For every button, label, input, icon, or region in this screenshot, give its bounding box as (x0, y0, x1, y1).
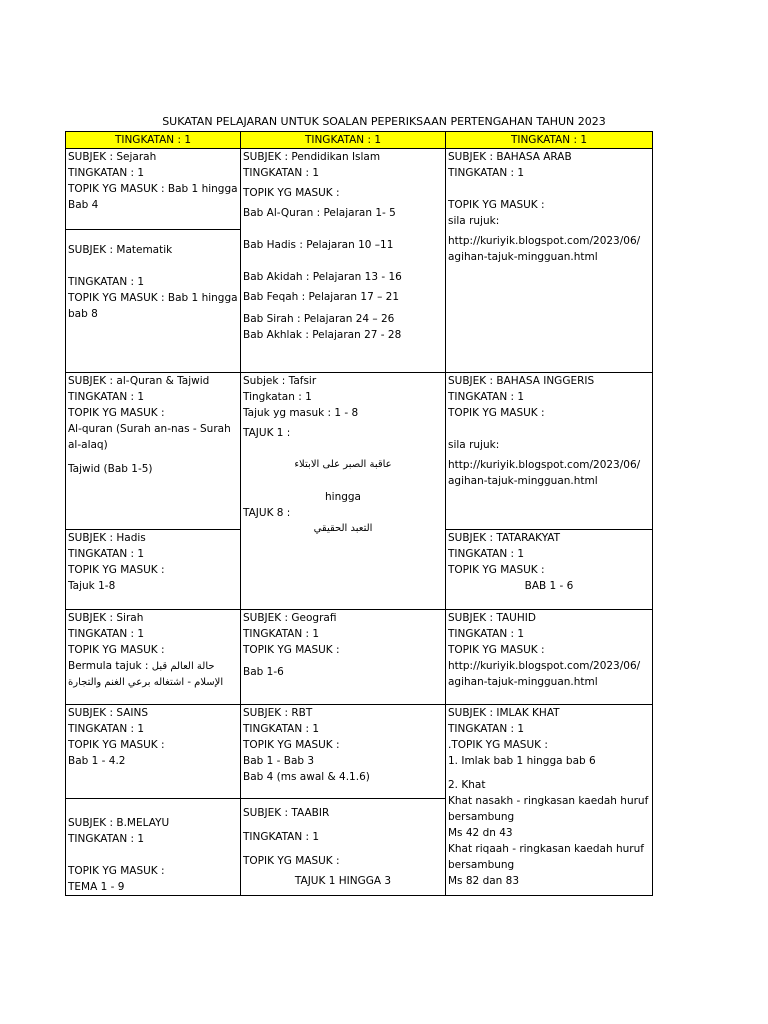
arabic-topic: حالة العالم قبل (151, 661, 215, 672)
cell-hadis (66, 530, 241, 610)
table-row (66, 373, 653, 530)
subject-label: SUBJEK : BAHASA INGGERIS (448, 375, 595, 387)
refer-text: sila rujuk: (448, 439, 500, 451)
tajuk-label: TAJUK 1 : (243, 427, 291, 439)
topic-detail: Bab 1-6 (243, 666, 284, 678)
topic-label: TOPIK YG MASUK : Bab 1 hingga (68, 183, 238, 195)
page-title: SUKATAN PELAJARAN UNTUK SOALAN PEPERIKSAAN PERTENGAHAN TAHUN 2023 (162, 115, 606, 128)
syllabus-table (65, 131, 653, 896)
topic-detail: Bab Al-Quran : Pelajaran 1- 5 (243, 207, 396, 219)
topic-label: TOPIK YG MASUK : (448, 644, 545, 656)
subject-label: SUBJEK : Sejarah (68, 151, 157, 163)
level-label: TINGKATAN : 1 (243, 723, 320, 735)
cell-matematik (66, 230, 241, 373)
subject-label: SUBJEK : BAHASA ARAB (448, 151, 572, 163)
topic-detail: TEMA 1 - 9 (68, 881, 125, 893)
level-label: TINGKATAN : 1 (68, 391, 145, 403)
topic-detail: Ms 82 dan 83 (448, 875, 520, 887)
topic-label: TOPIK YG MASUK : (448, 407, 545, 419)
subject-label: SUBJEK : al-Quran & Tajwid (68, 375, 210, 387)
topic-label: TOPIK YG MASUK : Bab 1 hingga (68, 292, 238, 304)
topic-detail: hingga (325, 491, 361, 503)
cell-sains (66, 705, 241, 799)
table-row (66, 705, 653, 799)
cell-tatarakyat (446, 530, 653, 610)
topic-detail: Ms 42 dn 43 (448, 827, 513, 839)
level-label: TINGKATAN : 1 (68, 833, 145, 845)
cell-taabir (241, 799, 446, 896)
topic-detail: Tajwid (Bab 1-5) (68, 463, 153, 475)
topic-detail: TAJUK 1 HINGGA 3 (294, 875, 392, 887)
column-header: TINGKATAN : 1 (66, 132, 241, 149)
tajuk-label: TAJUK 8 : (243, 507, 291, 519)
topic-detail: Bab 4 (ms awal & 4.1.6) (243, 771, 370, 783)
subject-label: SUBJEK : RBT (243, 707, 313, 719)
topic-detail: Bab Feqah : Pelajaran 17 – 21 (243, 291, 400, 303)
topic-label: TOPIK YG MASUK : (243, 644, 340, 656)
level-label: Tingkatan : 1 (243, 391, 312, 403)
level-label: TINGKATAN : 1 (68, 628, 145, 640)
topic-detail: Khat riqaah - ringkasan kaedah huruf (448, 843, 644, 855)
topic-label: TOPIK YG MASUK : (243, 855, 340, 867)
column-header: TINGKATAN : 1 (241, 132, 446, 149)
level-label: TINGKATAN : 1 (448, 391, 525, 403)
reference-link[interactable]: http://kuriyik.blogspot.com/2023/06/ (448, 660, 641, 672)
subject-label: SUBJEK : SAINS (68, 707, 149, 719)
level-label: TINGKATAN : 1 (243, 628, 320, 640)
topic-detail: Khat nasakh - ringkasan kaedah huruf (448, 795, 649, 807)
cell-bahasa-inggeris (446, 373, 653, 530)
column-header: TINGKATAN : 1 (446, 132, 653, 149)
topic-label: .TOPIK YG MASUK : (448, 739, 548, 751)
cell-imlak-khat (446, 705, 653, 896)
reference-link[interactable]: agihan-tajuk-mingguan.html (448, 676, 598, 688)
level-label: TINGKATAN : 1 (243, 831, 320, 843)
cell-sejarah (66, 149, 241, 230)
level-label: TINGKATAN : 1 (243, 167, 320, 179)
topic-detail: al-alaq) (68, 439, 108, 451)
topic-detail: Bab 4 (68, 199, 99, 211)
topic-detail: Tajuk 1-8 (68, 580, 116, 592)
cell-rbt (241, 705, 446, 799)
reference-link[interactable]: http://kuriyik.blogspot.com/2023/06/ (448, 459, 641, 471)
header-row (66, 132, 653, 149)
cell-pendidikan-islam (241, 149, 446, 373)
topic-detail: Bab Akhlak : Pelajaran 27 - 28 (243, 329, 402, 341)
topic-label: TOPIK YG MASUK : (243, 739, 340, 751)
subject-label: SUBJEK : B.MELAYU (68, 817, 170, 829)
topic-detail: Bab Akidah : Pelajaran 13 - 16 (243, 271, 402, 283)
topic-detail: Bermula tajuk : (68, 660, 149, 672)
arabic-topic: التعبد الحقيقي (313, 523, 373, 534)
subject-label: SUBJEK : Geografi (243, 612, 337, 624)
subject-label: SUBJEK : Matematik (68, 244, 173, 256)
level-label: TINGKATAN : 1 (68, 723, 145, 735)
cell-tauhid (446, 610, 653, 705)
reference-link[interactable]: http://kuriyik.blogspot.com/2023/06/ (448, 235, 641, 247)
topic-label: Tajuk yg masuk : 1 - 8 (243, 407, 359, 419)
subject-label: SUBJEK : Pendidikan Islam (243, 151, 381, 163)
level-label: TINGKATAN : 1 (68, 276, 145, 288)
topic-label: TOPIK YG MASUK : (68, 407, 165, 419)
level-label: TINGKATAN : 1 (448, 167, 525, 179)
cell-tafsir (241, 373, 446, 610)
cell-geografi (241, 610, 446, 705)
arabic-topic: الإسلام - اشتغاله برعي الغنم والتجارة (68, 677, 224, 688)
topic-detail: bersambung (448, 811, 515, 823)
topic-detail: bab 8 (68, 308, 98, 320)
cell-bmelayu (66, 799, 241, 896)
topic-detail: Bab 1 - Bab 3 (243, 755, 315, 767)
level-label: TINGKATAN : 1 (68, 548, 145, 560)
topic-detail: 1. Imlak bab 1 hingga bab 6 (448, 755, 596, 767)
subject-label: SUBJEK : Sirah (68, 612, 144, 624)
level-label: TINGKATAN : 1 (68, 167, 145, 179)
subject-label: SUBJEK : IMLAK KHAT (448, 707, 560, 719)
level-label: TINGKATAN : 1 (448, 548, 525, 560)
topic-detail: Bab Hadis : Pelajaran 10 –11 (243, 239, 394, 251)
topic-detail: bersambung (448, 859, 515, 871)
topic-detail: Al-quran (Surah an-nas - Surah (68, 423, 231, 435)
subject-label: SUBJEK : TAABIR (243, 807, 330, 819)
cell-sirah (66, 610, 241, 705)
level-label: TINGKATAN : 1 (448, 628, 525, 640)
subject-label: SUBJEK : TATARAKYAT (448, 532, 561, 544)
topic-detail: 2. Khat (448, 779, 486, 791)
topic-label: TOPIK YG MASUK : (68, 739, 165, 751)
reference-link[interactable]: agihan-tajuk-mingguan.html (448, 251, 598, 263)
subject-label: SUBJEK : Hadis (68, 532, 146, 544)
table-row (66, 610, 653, 705)
topic-detail: Bab Sirah : Pelajaran 24 – 26 (243, 313, 395, 325)
level-label: TINGKATAN : 1 (448, 723, 525, 735)
reference-link[interactable]: agihan-tajuk-mingguan.html (448, 475, 598, 487)
cell-bahasa-arab (446, 149, 653, 373)
topic-label: TOPIK YG MASUK : (448, 564, 545, 576)
topic-label: TOPIK YG MASUK : (68, 865, 165, 877)
arabic-topic: عاقبة الصبر على الابتلاء (294, 459, 392, 470)
table-row (66, 149, 653, 230)
subject-label: Subjek : Tafsir (243, 375, 317, 387)
topic-label: TOPIK YG MASUK : (68, 644, 165, 656)
subject-label: SUBJEK : TAUHID (448, 612, 536, 624)
topic-label: TOPIK YG MASUK : (448, 199, 545, 211)
topic-label: TOPIK YG MASUK : (243, 187, 340, 199)
refer-text: sila rujuk: (448, 215, 500, 227)
topic-label: TOPIK YG MASUK : (68, 564, 165, 576)
topic-detail: BAB 1 - 6 (524, 580, 574, 592)
cell-quran-tajwid (66, 373, 241, 530)
topic-detail: Bab 1 - 4.2 (68, 755, 126, 767)
